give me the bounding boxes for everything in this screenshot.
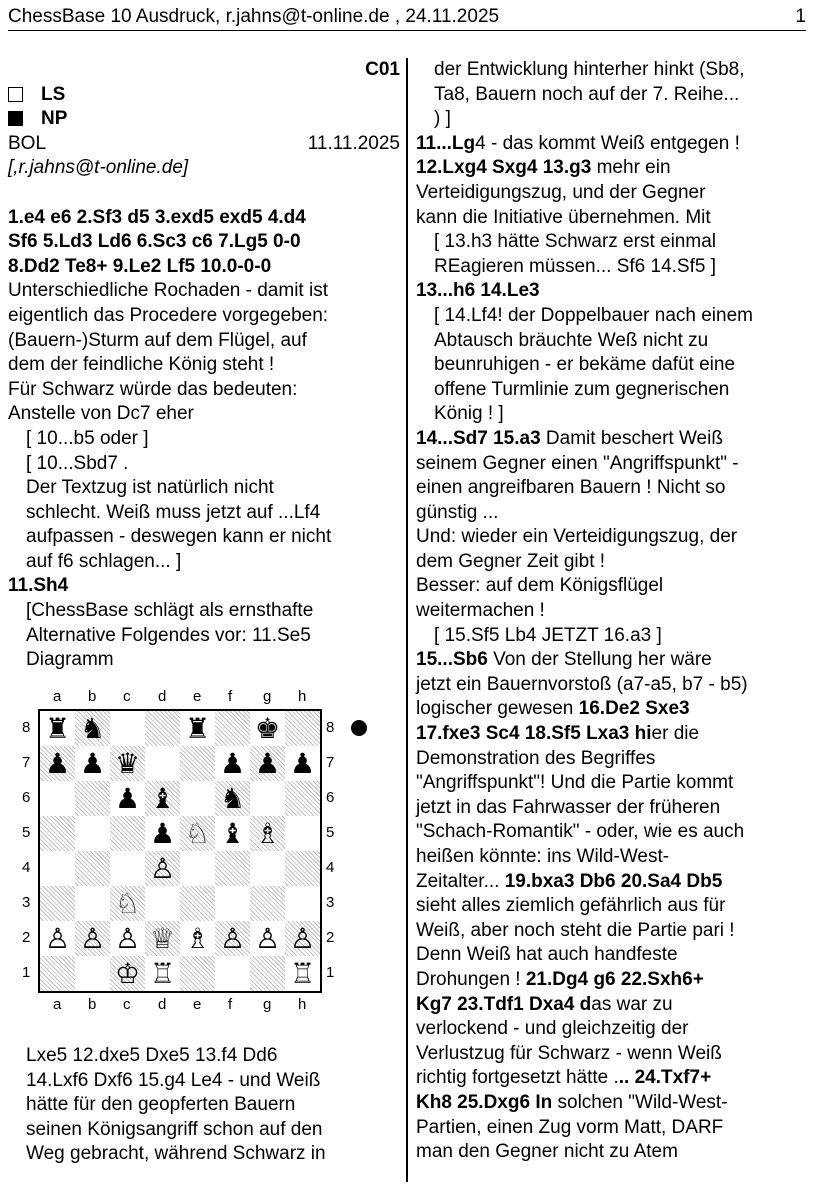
event-row — [8, 132, 400, 157]
file-label: h — [298, 996, 307, 1013]
file-label: b — [88, 996, 97, 1013]
text-line: beunruhigen - er bekäme dafüt eine — [434, 354, 736, 376]
rank-label: 7 — [326, 754, 335, 771]
file-label: a — [53, 996, 62, 1013]
file-label: f — [228, 996, 233, 1013]
left-text-before-board — [8, 181, 400, 673]
square-a1 — [40, 956, 75, 991]
file-label: c — [123, 688, 131, 705]
chess-piece: ♗ — [254, 816, 281, 850]
square-c8 — [110, 711, 145, 746]
text-line: verlockend - und gleichzeitig der — [416, 1018, 689, 1040]
rank-label: 1 — [22, 964, 31, 981]
page-number: 1 — [795, 6, 806, 27]
square-c4 — [110, 851, 145, 886]
page-header — [8, 6, 806, 31]
square-h1 — [285, 956, 320, 991]
white-player: LS — [41, 83, 66, 105]
square-d7 — [145, 746, 180, 781]
square-a6 — [40, 781, 75, 816]
square-a2 — [40, 921, 75, 956]
square-f3 — [215, 886, 250, 921]
chess-piece: ♖ — [149, 956, 176, 990]
text-line: 14.Lxf6 Dxf6 15.g4 Le4 - und Weiß — [26, 1069, 321, 1091]
text-line: offene Turmlinie zum gegnerischen — [434, 378, 730, 400]
chess-piece: ♘ — [114, 886, 141, 920]
square-a3 — [40, 886, 75, 921]
left-column — [8, 58, 400, 673]
chess-piece: ♟ — [289, 746, 316, 780]
right-column — [416, 58, 808, 1165]
text-line: 11...Lg4 - das kommt Weiß entgegen ! — [416, 132, 740, 154]
rank-label: 3 — [326, 894, 335, 911]
rank-label: 5 — [22, 824, 31, 841]
rank-label: 7 — [22, 754, 31, 771]
square-d6 — [145, 781, 180, 816]
text-line: richtig fortgesetzt hätte ... 24.Txf7+ — [416, 1067, 712, 1089]
text-line: weitermachen ! — [416, 600, 545, 622]
chess-piece: ♝ — [149, 781, 176, 815]
white-square-icon — [8, 87, 23, 102]
square-h7 — [285, 746, 320, 781]
square-b2 — [75, 921, 110, 956]
text-line: dem Gegner Zeit gibt ! — [416, 550, 606, 572]
square-f8 — [215, 711, 250, 746]
text-line: 8.Dd2 Te8+ 9.Le2 Lf5 10.0-0-0 — [8, 255, 272, 277]
game-date: 11.11.2025 — [307, 132, 400, 154]
text-line: 17.fxe3 Sc4 18.Sf5 Lxa3 hier die — [416, 723, 700, 745]
left-text-after-board — [8, 1044, 400, 1167]
text-line: Kh8 25.Dxg6 In solchen "Wild-West- — [416, 1091, 728, 1113]
text-line: hätte für den geopferten Bauern — [26, 1094, 296, 1116]
file-label: e — [193, 688, 202, 705]
text-line: 13...h6 14.Le3 — [416, 280, 540, 302]
text-line — [8, 181, 400, 206]
text-line: 1.e4 e6 2.Sf3 d5 3.exd5 exd5 4.d4 — [8, 206, 306, 228]
text-line: Alternative Folgendes vor: 11.Se5 — [26, 624, 311, 646]
square-g2 — [250, 921, 285, 956]
chess-piece: ♜ — [184, 711, 211, 745]
text-line: Diagramm — [26, 649, 114, 671]
chess-piece: ♗ — [184, 921, 211, 955]
chess-piece: ♔ — [114, 956, 141, 990]
text-line: Der Textzug ist natürlich nicht — [26, 477, 274, 499]
square-b6 — [75, 781, 110, 816]
rank-label: 2 — [22, 929, 31, 946]
text-line: Ta8, Bauern noch auf der 7. Reihe... — [434, 83, 740, 105]
square-c7 — [110, 746, 145, 781]
text-line: Und: wieder ein Verteidigungszug, der — [416, 526, 738, 548]
text-line: schlecht. Weiß muss jetzt auf ...Lf4 — [26, 501, 321, 523]
square-c2 — [110, 921, 145, 956]
chess-piece: ♜ — [44, 711, 71, 745]
text-line: heißen könnte: ins Wild-West- — [416, 846, 670, 867]
square-e2 — [180, 921, 215, 956]
square-a8 — [40, 711, 75, 746]
square-e6 — [180, 781, 215, 816]
square-e8 — [180, 711, 215, 746]
file-label: d — [158, 996, 167, 1013]
chess-piece: ♙ — [44, 921, 71, 955]
text-line: Besser: auf dem Königsflügel — [416, 575, 664, 597]
text-line: Denn Weiß hat auch handfeste — [416, 944, 678, 966]
text-line: Weg gebracht, während Schwarz in — [26, 1143, 326, 1165]
chess-piece: ♕ — [149, 921, 176, 955]
text-line: jetzt in das Fahrwasser der früheren — [416, 796, 721, 818]
square-e1 — [180, 956, 215, 991]
chess-piece: ♞ — [79, 711, 106, 745]
square-f7 — [215, 746, 250, 781]
rank-label: 3 — [22, 894, 31, 911]
text-line: Weiß, aber noch steht die Partie pari ! — [416, 919, 735, 941]
square-d5 — [145, 816, 180, 851]
text-line: Für Schwarz würde das bedeuten: — [8, 378, 298, 400]
text-line: [ 15.Sf5 Lb4 JETZT 16.a3 ] — [434, 624, 662, 646]
square-f1 — [215, 956, 250, 991]
square-a4 — [40, 851, 75, 886]
chess-piece: ♟ — [114, 781, 141, 815]
file-label: h — [298, 688, 307, 705]
file-label: g — [263, 688, 272, 705]
text-line: 12.Lxg4 Sxg4 13.g3 mehr ein — [416, 157, 671, 179]
chess-piece: ♖ — [289, 956, 316, 990]
text-line: 15...Sb6 Von der Stellung her wäre — [416, 649, 712, 671]
square-g1 — [250, 956, 285, 991]
text-line: günstig ... — [416, 501, 499, 523]
square-c3 — [110, 886, 145, 921]
square-h6 — [285, 781, 320, 816]
text-line: Demonstration des Begriffes — [416, 747, 656, 769]
rank-label: 8 — [22, 719, 31, 736]
text-line: [ 13.h3 hätte Schwarz erst einmal — [434, 231, 716, 253]
square-c5 — [110, 816, 145, 851]
text-line: man den Gegner nicht zu Atem — [416, 1141, 678, 1163]
square-e3 — [180, 886, 215, 921]
chess-piece: ♙ — [254, 921, 281, 955]
chess-piece: ♟ — [219, 746, 246, 780]
text-line: König ! ] — [434, 403, 504, 425]
rank-label: 5 — [326, 824, 335, 841]
chess-piece: ♛ — [114, 746, 141, 780]
square-g8 — [250, 711, 285, 746]
column-divider — [406, 58, 408, 1182]
text-line: Drohungen ! 21.Dg4 g6 22.Sxh6+ — [416, 968, 704, 990]
annotator: [,r.jahns@t-online.de] — [8, 157, 189, 179]
rank-label: 2 — [326, 929, 335, 946]
white-player-row — [8, 83, 400, 108]
square-b7 — [75, 746, 110, 781]
text-line: Zeitalter... 19.bxa3 Db6 20.Sa4 Db5 — [416, 870, 723, 892]
text-line: [ChessBase schlägt als ernsthafte — [26, 600, 314, 622]
square-e5 — [180, 816, 215, 851]
file-label: g — [263, 996, 272, 1013]
chess-piece: ♙ — [114, 921, 141, 955]
text-line: aufpassen - deswegen kann er nicht — [26, 526, 332, 548]
text-line: Verlustzug für Schwarz - wenn Weiß — [416, 1042, 722, 1064]
text-line: "Angriffspunkt"! Und die Partie kommt — [416, 772, 734, 794]
square-f6 — [215, 781, 250, 816]
text-line: seinem Gegner einen "Angriffspunkt" - — [416, 452, 739, 474]
square-e7 — [180, 746, 215, 781]
text-line: Unterschiedliche Rochaden - damit ist — [8, 280, 328, 302]
square-h4 — [285, 851, 320, 886]
square-d8 — [145, 711, 180, 746]
file-label: f — [228, 688, 233, 705]
rank-label: 8 — [326, 719, 335, 736]
text-line: [ 10...b5 oder ] — [26, 427, 149, 449]
black-square-icon — [8, 111, 23, 126]
text-line: einen angreifbaren Bauern ! Nicht so — [416, 477, 726, 499]
text-line: Lxe5 12.dxe5 Dxe5 13.f4 Dd6 — [26, 1045, 278, 1066]
text-line: logischer gewesen 16.De2 Sxe3 — [416, 698, 690, 720]
black-player: NP — [41, 108, 68, 130]
square-g4 — [250, 851, 285, 886]
square-d2 — [145, 921, 180, 956]
file-label: b — [88, 688, 97, 705]
text-line: REagieren müssen... Sf6 14.Sf5 ] — [434, 255, 716, 277]
text-line: jetzt ein Bauernvorstoß (a7-a5, b7 - b5) — [416, 673, 748, 695]
square-b4 — [75, 851, 110, 886]
text-line: [ 10...Sbd7 . — [26, 452, 129, 474]
rank-label: 1 — [326, 964, 335, 981]
square-d4 — [145, 851, 180, 886]
square-g5 — [250, 816, 285, 851]
square-h5 — [285, 816, 320, 851]
chess-piece: ♟ — [254, 746, 281, 780]
square-g7 — [250, 746, 285, 781]
text-line: Verteidigungszug, und der Gegner — [416, 181, 706, 203]
text-line: "Schach-Romantik" - oder, wie es auch — [416, 821, 745, 843]
square-f5 — [215, 816, 250, 851]
text-line: sieht alles ziemlich gefährlich aus für — [416, 895, 726, 917]
square-c6 — [110, 781, 145, 816]
text-line: dem der feindliche König steht ! — [8, 354, 275, 376]
square-g6 — [250, 781, 285, 816]
header-title: ChessBase 10 Ausdruck, r.jahns@t-online.de , 24.11.2025 — [8, 6, 500, 27]
square-b8 — [75, 711, 110, 746]
chess-board — [38, 709, 322, 993]
square-e4 — [180, 851, 215, 886]
text-line: der Entwicklung hinterher hinkt (Sb8, — [434, 59, 745, 80]
text-line: (Bauern-)Sturm auf dem Flügel, auf — [8, 329, 307, 351]
text-line: eigentlich das Procedere vorgegeben: — [8, 304, 329, 326]
text-line: Kg7 23.Tdf1 Dxa4 das war zu — [416, 993, 673, 1015]
square-a7 — [40, 746, 75, 781]
text-line: [ 14.Lf4! der Doppelbauer nach einem — [434, 304, 753, 326]
rank-label: 6 — [326, 789, 335, 806]
square-b1 — [75, 956, 110, 991]
chess-piece: ♙ — [149, 851, 176, 885]
chess-piece: ♟ — [44, 746, 71, 780]
text-line: 14...Sd7 15.a3 Damit beschert Weiß — [416, 427, 723, 449]
file-label: a — [53, 688, 62, 705]
square-f2 — [215, 921, 250, 956]
text-line: Sf6 5.Ld3 Ld6 6.Sc3 c6 7.Lg5 0-0 — [8, 231, 301, 253]
square-h8 — [285, 711, 320, 746]
square-c1 — [110, 956, 145, 991]
square-b3 — [75, 886, 110, 921]
square-g3 — [250, 886, 285, 921]
rank-label: 6 — [22, 789, 31, 806]
chess-piece: ♝ — [219, 816, 246, 850]
text-line: Anstelle von Dc7 eher — [8, 403, 194, 425]
text-line: seinen Königsangriff schon auf den — [26, 1118, 323, 1140]
chess-piece: ♚ — [254, 711, 281, 745]
event: BOL — [8, 132, 47, 154]
rank-label: 4 — [22, 859, 31, 876]
chess-piece: ♙ — [79, 921, 106, 955]
file-label: e — [193, 996, 202, 1013]
chess-piece: ♟ — [79, 746, 106, 780]
file-label: d — [158, 688, 167, 705]
square-d3 — [145, 886, 180, 921]
chess-piece: ♙ — [219, 921, 246, 955]
square-b5 — [75, 816, 110, 851]
text-line: auf f6 schlagen... ] — [26, 550, 182, 572]
square-h3 — [285, 886, 320, 921]
chess-piece: ♟ — [149, 816, 176, 850]
square-f4 — [215, 851, 250, 886]
square-d1 — [145, 956, 180, 991]
black-player-row — [8, 107, 400, 132]
eco-code: C01 — [365, 59, 400, 80]
text-line: Abtausch bräuchte Weß nicht zu — [434, 329, 709, 351]
file-label: c — [123, 996, 131, 1013]
chess-piece: ♞ — [219, 781, 246, 815]
rank-label: 4 — [326, 859, 335, 876]
text-line: kann die Initiative übernehmen. Mit — [416, 206, 711, 228]
text-line: Partien, einen Zug vorm Matt, DARF — [416, 1116, 724, 1138]
black-to-move-icon — [351, 720, 367, 736]
text-line: ) ] — [434, 108, 451, 130]
chess-piece: ♙ — [289, 921, 316, 955]
square-h2 — [285, 921, 320, 956]
square-a5 — [40, 816, 75, 851]
text-line: 11.Sh4 — [8, 575, 69, 597]
chess-piece: ♘ — [184, 816, 211, 850]
